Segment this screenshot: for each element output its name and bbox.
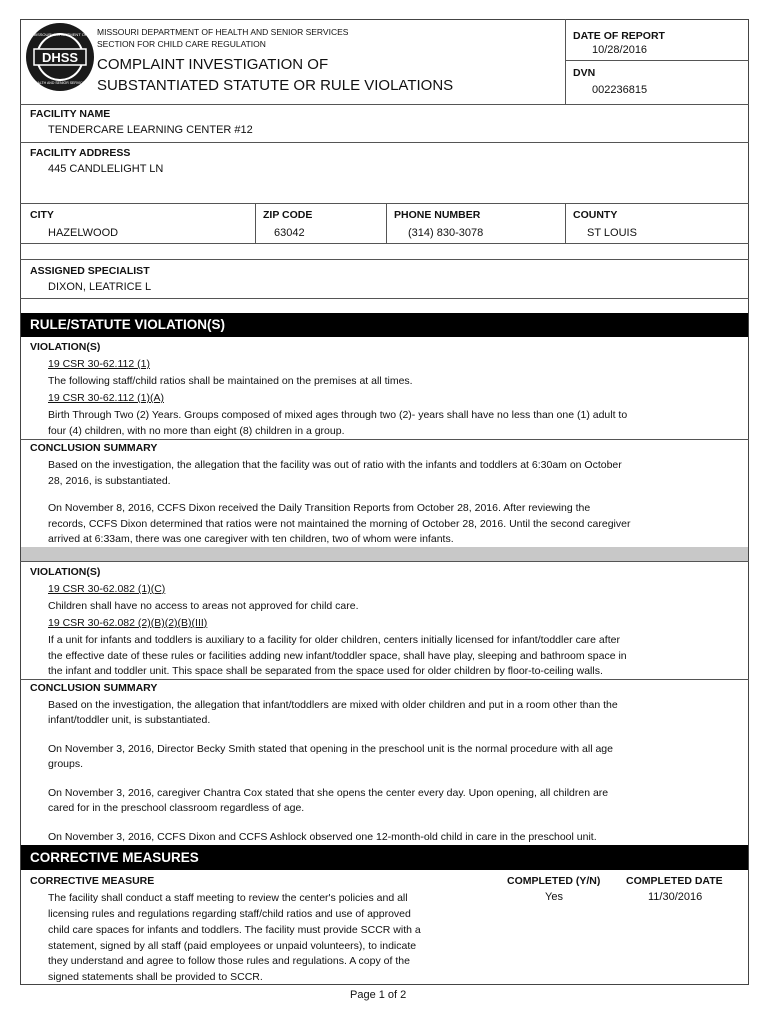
conclusion-label: CONCLUSION SUMMARY [30, 682, 158, 694]
conclusion-text: On November 3, 2016, caregiver Chantra Cox stated that she opens the center every day. Upon opening, all children are [48, 787, 609, 799]
corrective-line: licensing rules and regulations regarding staff/child ratios and use of approved [48, 908, 411, 920]
completed-yn-value: Yes [545, 891, 563, 903]
violation-text: four (4) children, with no more than eight (8) children in a group. [48, 425, 345, 437]
corrective-line: statement, signed by all staff (paid employees or unpaid volunteers), to indicate [48, 940, 417, 952]
conclusion-text: Based on the investigation, the allegation that infant/toddlers are mixed with older children and put in a room other than the [48, 699, 618, 711]
specialist-value: DIXON, LEATRICE L [48, 281, 152, 293]
logo-ring-top: MISSOURI DEPARTMENT OF [32, 32, 88, 37]
agency-name: MISSOURI DEPARTMENT OF HEALTH AND SENIOR SERVICES [97, 27, 349, 37]
corrective-measure-label: CORRECTIVE MEASURE [30, 875, 155, 887]
date-of-report-label: DATE OF REPORT [573, 30, 665, 42]
col-divider [386, 203, 387, 243]
row-divider [20, 243, 749, 244]
violation-text: The following staff/child ratios shall be maintained on the premises at all times. [48, 375, 413, 387]
header-divider-h [565, 60, 749, 61]
conclusion-text: On November 8, 2016, CCFS Dixon received the Daily Transition Reports from October 28, 2016. After reviewing the [48, 502, 591, 514]
date-of-report-value: 10/28/2016 [592, 44, 648, 56]
completed-yn-label: COMPLETED (Y/N) [507, 875, 601, 887]
specialist-label: ASSIGNED SPECIALIST [30, 265, 150, 277]
facility-name-value: TENDERCARE LEARNING CENTER #12 [48, 124, 253, 136]
violation-text: the infant and toddler unit. This space shall be separated from the space used for older children by floor-to-ceiling walls. [48, 665, 603, 677]
county-label: COUNTY [573, 209, 618, 221]
col-divider [565, 203, 566, 243]
corrective-header: CORRECTIVE MEASURES [21, 845, 748, 870]
section-name: SECTION FOR CHILD CARE REGULATION [97, 39, 266, 49]
violation-rule: 19 CSR 30-62.112 (1) [48, 358, 150, 370]
corrective-line: child care spaces for infants and toddlers. The facility must provide SCCR with a [48, 924, 421, 936]
row-divider [20, 439, 749, 440]
violation-rule: 19 CSR 30-62.112 (1)(A) [48, 392, 164, 404]
facility-address-label: FACILITY ADDRESS [30, 147, 131, 159]
page-number: Page 1 of 2 [350, 989, 407, 1001]
row-divider [20, 298, 749, 299]
violations-header: RULE/STATUTE VIOLATION(S) [21, 313, 748, 337]
violation-rule: 19 CSR 30-62.082 (2)(B)(2)(B)(III) [48, 617, 208, 629]
phone-value: (314) 830-3078 [408, 227, 484, 239]
facility-name-label: FACILITY NAME [30, 108, 111, 120]
logo-text: DHSS [41, 50, 79, 65]
violation-label: VIOLATION(S) [30, 341, 101, 353]
dhss-logo [25, 22, 95, 92]
completed-date-label: COMPLETED DATE [626, 875, 723, 887]
conclusion-text: On November 3, 2016, Director Becky Smith stated that opening in the preschool unit is the normal procedure with all age [48, 743, 613, 755]
col-divider [255, 203, 256, 243]
conclusion-text: 28, 2016, is substantiated. [48, 475, 171, 487]
violation-text: the effective date of these rules or facilities adding new infant/toddler space, shall have play, sleeping and bathroom space in [48, 650, 627, 662]
conclusion-label: CONCLUSION SUMMARY [30, 442, 158, 454]
logo-ring-bottom: HEALTH AND SENIOR SERVICES [32, 81, 88, 85]
violation-text: If a unit for infants and toddlers is auxiliary to a facility for older children, centers initially licensed for infant/toddler care after [48, 634, 620, 646]
violation-rule: 19 CSR 30-62.082 (1)(C) [48, 583, 166, 595]
city-value: HAZELWOOD [48, 227, 119, 239]
row-divider [20, 679, 749, 680]
row-divider [20, 561, 749, 562]
row-divider [20, 142, 749, 143]
conclusion-text: arrived at 6:33am, there was one caregiver with ten children, two of whom were infants. [48, 533, 454, 545]
row-divider [20, 203, 749, 204]
dvn-label: DVN [573, 67, 596, 79]
city-label: CITY [30, 209, 54, 221]
facility-address-value: 445 CANDLELIGHT LN [48, 163, 164, 175]
conclusion-text: infant/toddler unit, is substantiated. [48, 714, 211, 726]
corrective-line: signed statements shall be provided to SCCR. [48, 971, 263, 983]
conclusion-text: Based on the investigation, the allegation that the facility was out of ratio with the infants and toddlers at 6:30am on October [48, 459, 622, 471]
row-divider [20, 259, 749, 260]
county-value: ST LOUIS [587, 227, 637, 239]
corrective-line: they understand and agree to follow those rules and regulations. A copy of the [48, 955, 410, 967]
corrective-line: The facility shall conduct a staff meeting to review the center's policies and all [48, 892, 408, 904]
violation-text: Children shall have no access to areas not approved for child care. [48, 600, 359, 612]
header-divider [565, 19, 566, 104]
violation-label: VIOLATION(S) [30, 566, 101, 578]
violation-text: Birth Through Two (2) Years. Groups composed of mixed ages through two (2)- years shall have no less than one (1) adult to [48, 409, 628, 421]
conclusion-text: records, CCFS Dixon determined that ratios were not maintained the morning of October 28, 2016. Until the second caregiver [48, 518, 631, 530]
phone-label: PHONE NUMBER [394, 209, 481, 221]
conclusion-text: On November 3, 2016, CCFS Dixon and CCFS Ashlock observed one 12-month-old child in care in the preschool unit. [48, 831, 597, 843]
section-separator [21, 547, 748, 561]
zip-value: 63042 [274, 227, 305, 239]
conclusion-text: groups. [48, 758, 84, 770]
zip-label: ZIP CODE [263, 209, 313, 221]
completed-date-value: 11/30/2016 [648, 891, 703, 903]
title-line-1: COMPLAINT INVESTIGATION OF [97, 56, 329, 73]
dvn-value: 002236815 [592, 84, 648, 96]
row-divider [20, 104, 749, 105]
title-line-2: SUBSTANTIATED STATUTE OR RULE VIOLATIONS [97, 77, 454, 94]
conclusion-text: cared for in the preschool classroom regardless of age. [48, 802, 305, 814]
